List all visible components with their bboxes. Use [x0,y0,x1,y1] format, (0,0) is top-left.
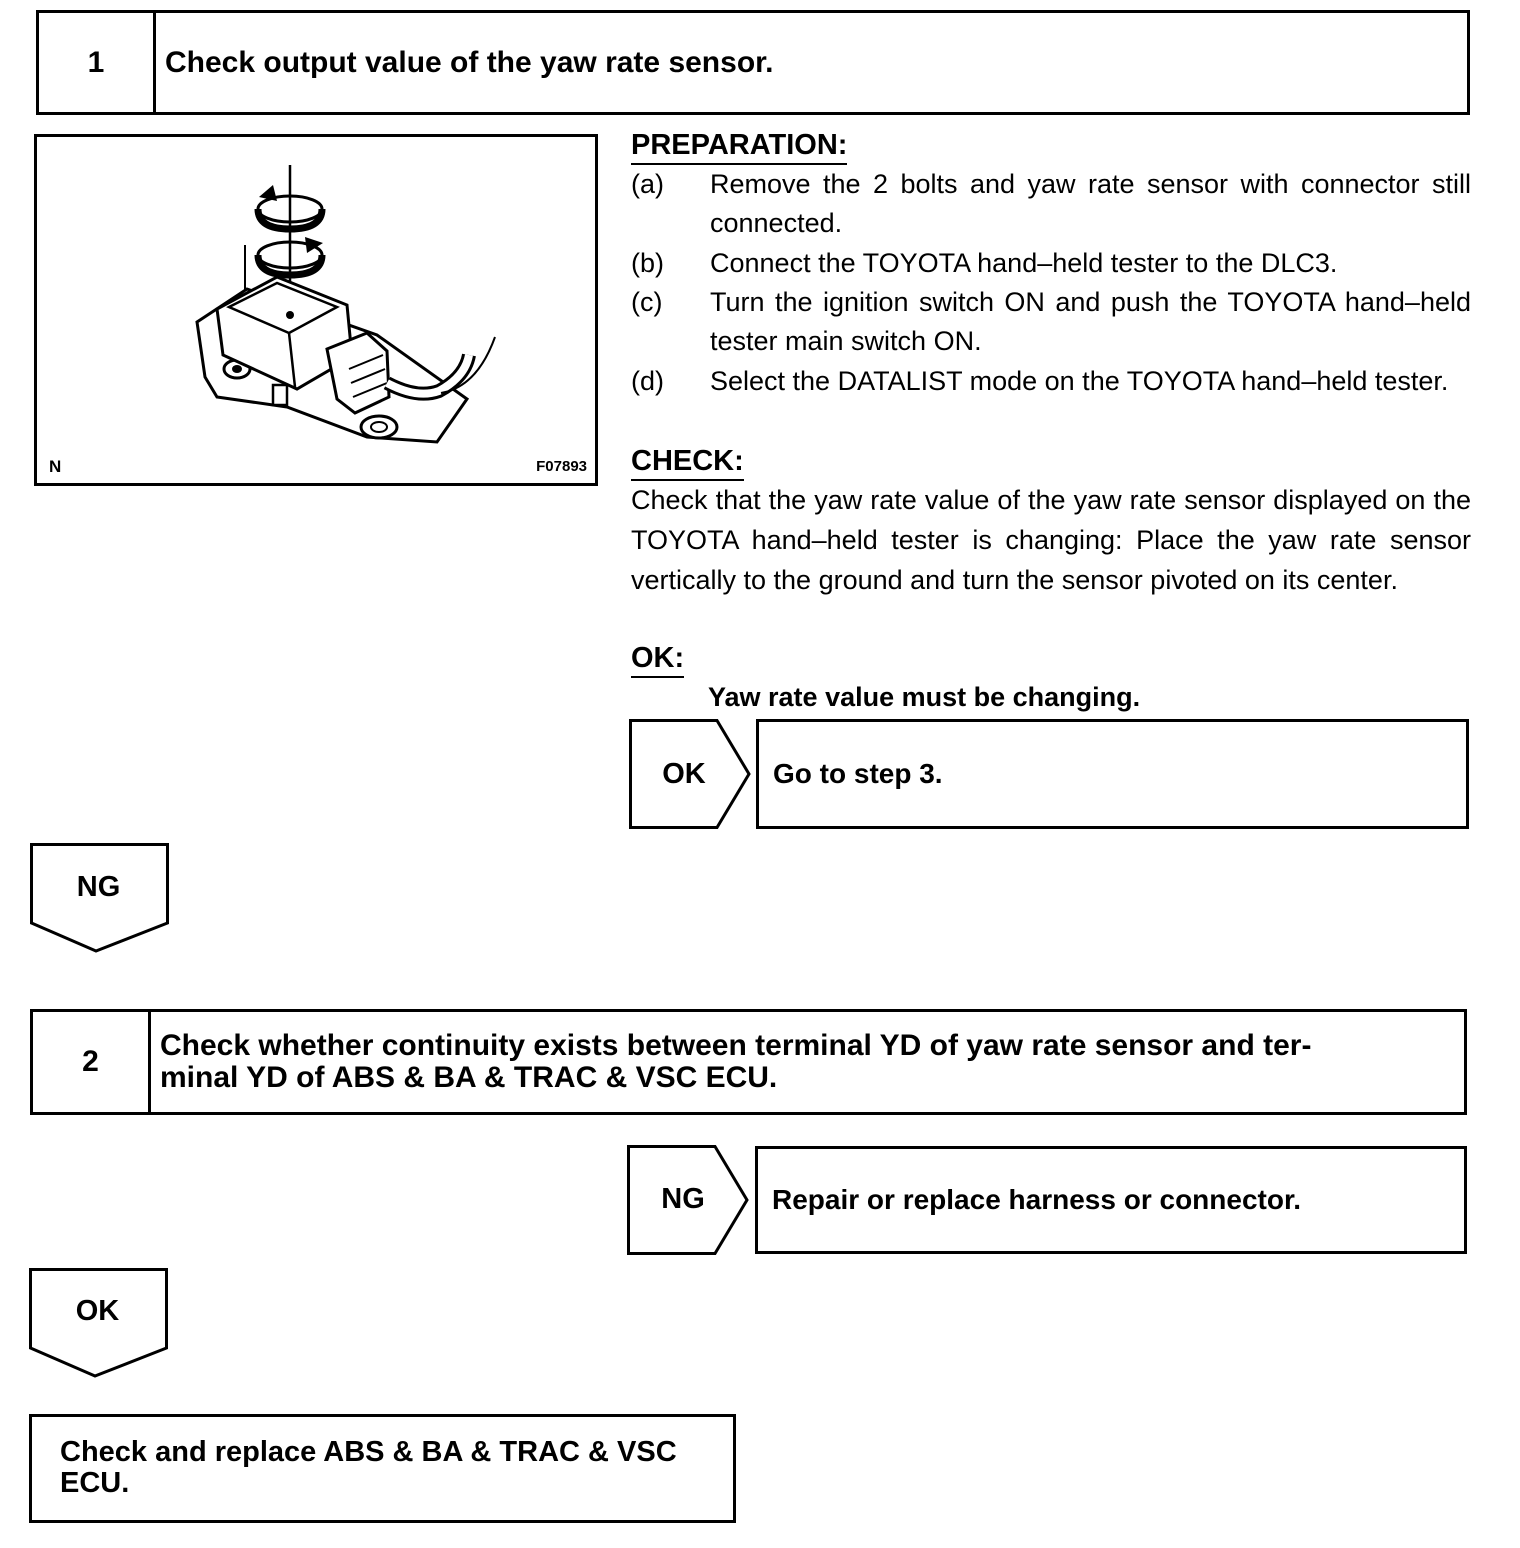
replace-ecu-box [29,1414,736,1523]
step-title: Check output value of the yaw rate sensor. [165,45,774,79]
step-title-line-2: minal YD of ABS & BA & TRAC & VSC ECU. [160,1061,778,1094]
yaw-rate-sensor-illustration [37,137,595,483]
prep-item-d [631,362,1471,442]
step-number: 2 [33,1012,151,1112]
prep-item-b [631,244,1471,284]
prep-item-a [631,165,1471,245]
figure-letter: N [49,457,62,476]
repair-harness-box: Repair or replace harness or connector. [755,1146,1467,1254]
prep-item-text: Remove the 2 bolts and yaw rate sensor with connector still connected. [710,169,1471,238]
step-2-header [30,1009,1467,1115]
check-text: Check that the yaw rate value of the yaw rate sensor displayed on the TOYOTA hand–held tester is changing: Place the yaw rate sensor vertically to the ground and turn the sensor pivoted on its center. [631,485,1471,595]
step-title [160,1012,1456,1112]
prep-item-label: (c) [631,287,663,317]
step-1-header [36,10,1470,115]
check-heading: CHECK: [631,445,744,481]
prep-item-label: (b) [631,248,664,278]
ng-label: NG [76,870,121,903]
ok-label: OK [75,1294,120,1327]
ng-label: NG [661,1182,705,1215]
prep-item-c [631,283,1471,363]
step-title-line-1: Check whether continuity exists between terminal YD of yaw rate sensor and ter- [160,1029,1312,1062]
final-line-2: ECU. [60,1467,130,1499]
prep-item-text: Connect the TOYOTA hand–held tester to the DLC3. [710,248,1338,278]
final-line-1: Check and replace ABS & BA & TRAC & VSC [60,1436,677,1468]
ok-spec-value: Yaw rate value must be changing. [708,682,1141,712]
go-to-step-3-box: Go to step 3. [756,719,1469,829]
step-number: 1 [39,13,156,112]
sensor-figure [34,134,598,486]
prep-item-text: Turn the ignition switch ON and push the TOYOTA hand–held tester main switch ON. [710,287,1471,356]
prep-item-text: Select the DATALIST mode on the TOYOTA hand–held tester. [710,366,1449,396]
ok-label: OK [662,757,706,790]
prep-item-label: (d) [631,366,664,396]
prep-item-label: (a) [631,169,664,199]
preparation-heading: PREPARATION: [631,129,847,165]
ok-spec-heading: OK: [631,642,684,678]
figure-code: F07893 [536,458,587,475]
